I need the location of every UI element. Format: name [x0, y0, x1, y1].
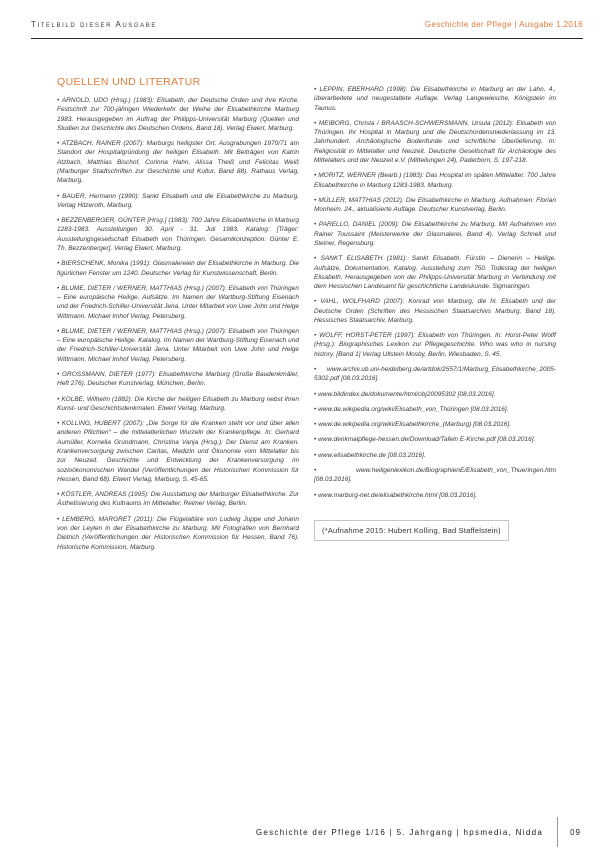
bibliography-left-list	[57, 96, 299, 552]
bibliography-entry: • GROSSMANN, DIETER (1977): Elisabethkirche Marburg (Große Baudenkmäler, Heft 276). Deutscher Kunstverlag, München, Berlin.	[57, 370, 299, 389]
page-number: 09	[570, 827, 581, 837]
page-content	[57, 76, 556, 558]
bibliography-entry: • BEZZENBERGER, GÜNTER [Hrsg.] (1983): 700 Jahre Elisabethkirche in Marburg 1283-1983. Ausstellungen 30. April - 31. Juli 1983. Katalog: [Träger: Ausstellungsgesellschaft Elisabeth von Thüringen. Gesamtkonzeption: Günter E. Th. Bezzenberger]. Verlag Elwert, Marburg.	[57, 216, 299, 253]
bibliography-entry: • KÖSTLER, ANDREAS (1995): Die Ausstattung der Marburger Elisabethkirche. Zur Ästhetisierung des Kultraums im Mittelalter. Reimer Verlag, Berlin.	[57, 490, 299, 509]
bibliography-entry: • WOLFF, HORST-PETER (1997): Elisabeth von Thüringen. In: Horst-Peter Wolff (Hrsg.): Biographisches Lexikon zur Pflegegeschichte. Who was who in nursing history. [Band 1] Verlag Ullstein Mosby, Berlin, Wiesbaden, S. 45.	[314, 331, 556, 359]
bibliography-entry: • KOLBE, Wilhelm (1882): Die Kirche der heiligen Elisabeth zu Marburg nebst ihren Kunst- und Geschichtsdenkmalen. Elwert Verlag, Marburg.	[57, 395, 299, 414]
section-title: QUELLEN UND LITERATUR	[57, 76, 201, 88]
bibliography-entry: • ATZBACH, RAINER (2007): Marburgs heiligster Ort. Ausgrabungen 1970/71 am Standort der Hospitalgründung der heiligen Elisabeth. Mit Beiträgen von Katrin Atzbach, Matthias Bischof, Corinna Hahn, Alissa Theiß und Felicitas Weiß (Marburger Stadtschriften zur Geschichte und Kultur, Band 88). Rathaus Verlag, Marburg.	[57, 139, 299, 185]
bibliography-entry: • MEIBORG, Christa / BRAASCH-SCHWERSMANN, Ursula (2012): Elisabeth von Thüringen. Ihr Hospital in Marburg und die Deutschordensniederlassung im 13. Jahrhundert. Archäologische Bodenfunde und schriftliche Überlieferung. In: Religiosität in Mittelalter und Neuzeit. Deutsche Gesellschaft für Archäologie des Mittelalters und der Neuzeit e.V. (Mitteilungen 24), Paderborn, S. 197-218.	[314, 119, 556, 165]
bibliography-entry: • LEPPIN, EBERHARD (1998): Die Elisabethkirche in Marburg an der Lahn. 4., überarbeitete und neugestaltete Auflage. Verlag Langewiesche, Königstein im Taunus.	[314, 85, 556, 113]
bibliography-entry: • MORITZ, WERNER (Bearb.) (1983): Das Hospital im späten Mittelalter. 700 Jahre Elisabethkirche in Marburg 1283-1983. Marburg.	[314, 171, 556, 190]
header-journal-issue-label: Geschichte der Pflege | Ausgabe 1.2016	[424, 20, 583, 29]
bibliography-entry: • www.de.wikipedia.org/wiki/Elisabethkirche_(Marburg) [08.03.2016].	[314, 420, 556, 429]
footer-journal-info: Geschichte der Pflege 1/16 | 5. Jahrgang | hpsmedia, Nidda	[255, 827, 544, 837]
right-column	[314, 85, 556, 558]
bibliography-entry: • ARNOLD, UDO (Hrsg.) (1983): Elisabeth, der Deutsche Orden und ihre Kirche. Festschrift zur 700-jährigen Wiederkehr der Weihe der Elisabethkirche Marburg 1983. Herausgegeben im Auftrag der Philipps-Universität Marburg (Quellen und Studien zur Geschichte des Deutschen Ordens, Band 18). Verlag Elwert, Marburg.	[57, 96, 299, 133]
bibliography-entry: • www.denkmalpflege-hessen.de/Download/Tafeln E-Kirche.pdf [08.03.2016].	[314, 435, 556, 444]
bibliography-entry: • VAHL, WOLFHARD (2007): Konrad von Marburg, die hl. Elisabeth und der Deutsche Orden (Schriften des Hessischen Staatsarchivs Marburg, Band 18). Hessisches Staatsarchiv, Marburg.	[314, 297, 556, 325]
page-footer	[256, 817, 581, 847]
bibliography-entry: • BIERSCHENK, Monika (1991): Glasmalereien der Elisabethkirche in Marburg. Die figürlichen Fenster um 1240. Deutscher Verlag für Kunstwissenschaft, Berlin.	[57, 259, 299, 278]
header-left-label: Titelbild dieser Ausgabe	[31, 20, 157, 29]
bibliography-entry: • www.elisabethkirche.de [08.03.2016].	[314, 451, 556, 460]
footer-divider	[557, 817, 558, 847]
page-header	[31, 20, 583, 39]
left-column	[57, 76, 299, 558]
bibliography-entry: • www.bildindex.de/dokumente/html/obj20095302 [08.03.2016].	[314, 390, 556, 399]
bibliography-entry: • MÜLLER, MATTHIAS (2012): Die Elisabethkirche in Marburg. Aufnahmen: Florian Monheim. 24., aktualisierte Auflage. Deutscher Kunstverlag, Berlin.	[314, 196, 556, 215]
bibliography-right-list	[314, 85, 556, 500]
bibliography-entry: • BLUME, DIETER / WERNER, MATTHIAS (Hrsg.) (2007): Elisabeth von Thüringen – Eine europäische Heilige. Katalog. Im Namen der Wartburg-Stiftung Eisenach und der Friedrich-Schiller-Universität Jena. Unter Mitarbeit von Uwe John und Helge Wittmann. Michael Imhof Verlag, Petersberg.	[57, 327, 299, 364]
bibliography-entry: • SANKT ELISABETH (1981): Sankt Elisabeth. Fürstin – Dienerin – Heilige. Aufsätze, Dokumentation, Katalog. Ausstellung zum 750. Todestag der heiligen Elisabeth. Herausgegeben von der Philipps-Universität Marburg in Verbindung mit dem Hessischen Landesamt für geschichtliche Landeskunde. Sigmaringen.	[314, 254, 556, 291]
bibliography-entry: • www.marburg-net.de/elisabethkirche.html [08.03.2016].	[314, 491, 556, 500]
bibliography-entry: • www.archiv.ub.uni-heidelberg.de/artdok/2557/1/Marburg_Elisabethkirche_2005-5302.pdf [08.03.2016].	[314, 365, 556, 384]
bibliography-entry: • LEMBERG, MARGRET (2011): Die Flügelaltäre von Ludwig Juppe und Johann von der Leyten in der Elisabethkirche zu Marburg. Mit Fotografien von Bernhard Dietrich (Veröffentlichungen der Historischen Kommission für Hessen, Band 76). Historische Kommission, Marburg.	[57, 515, 299, 552]
bibliography-entry: • www.heiligenlexikon.de/BiographienE/Elisabeth_von_Thueringen.htm [08.03.2016].	[314, 466, 556, 485]
bibliography-entry: • BLUME, DIETER / WERNER, MATTHIAS (Hrsg.) (2007): Elisabeth von Thüringen – Eine europäische Heilige. Aufsätze. Im Namen der Wartburg-Stiftung Eisenach und der Friedrich-Schiller-Universität Jena. Unter Mitarbeit von Uwe John und Helge Wittmann. Michael Imhof Verlag, Petersberg.	[57, 284, 299, 321]
bibliography-entry: • BAUER, Hermann (1990): Sankt Elisabeth und die Elisabethkirche zu Marburg. Verlag Hitzeroth, Marburg.	[57, 192, 299, 211]
bibliography-entry: • KOLLING, HUBERT (2007): „Die Sorge für die Kranken steht vor und über allen anderen Pflichten“ – die mittelalterlichen Wurzeln der Krankenpflege. In: Gerhard Aumüller, Kornelia Grundmann, Christina Vanja (Hrsg.): Der Dienst am Kranken. Krankenversorgung zwischen Caritas, Medizin und Ökonomie vom Mittelalter bis zur Neuzeit. Geschichte und Entwicklung der Krankenversorgung im sozioökonomischen Wandel (Veröffentlichungen der Historischen Kommission für Hessen, Band 68). Elwert Verlag, Marburg, S. 45-65.	[57, 419, 299, 484]
bibliography-entry: • PARELLO, DANIEL (2009): Die Elisabethkirche zu Marburg. Mit Aufnahmen von Rainer Toussaint (Meisterwerke der Glasmalerei, Band 4). Verlag Schnell und Steiner, Regensburg.	[314, 220, 556, 248]
photo-credit-note: (*Aufnahme 2015: Hubert Kolling, Bad Staffelstein)	[314, 520, 509, 541]
bibliography-entry: • www.de.wikipedia.org/wiki/Elisabeth_von_Thüringen [08.03.2016].	[314, 405, 556, 414]
